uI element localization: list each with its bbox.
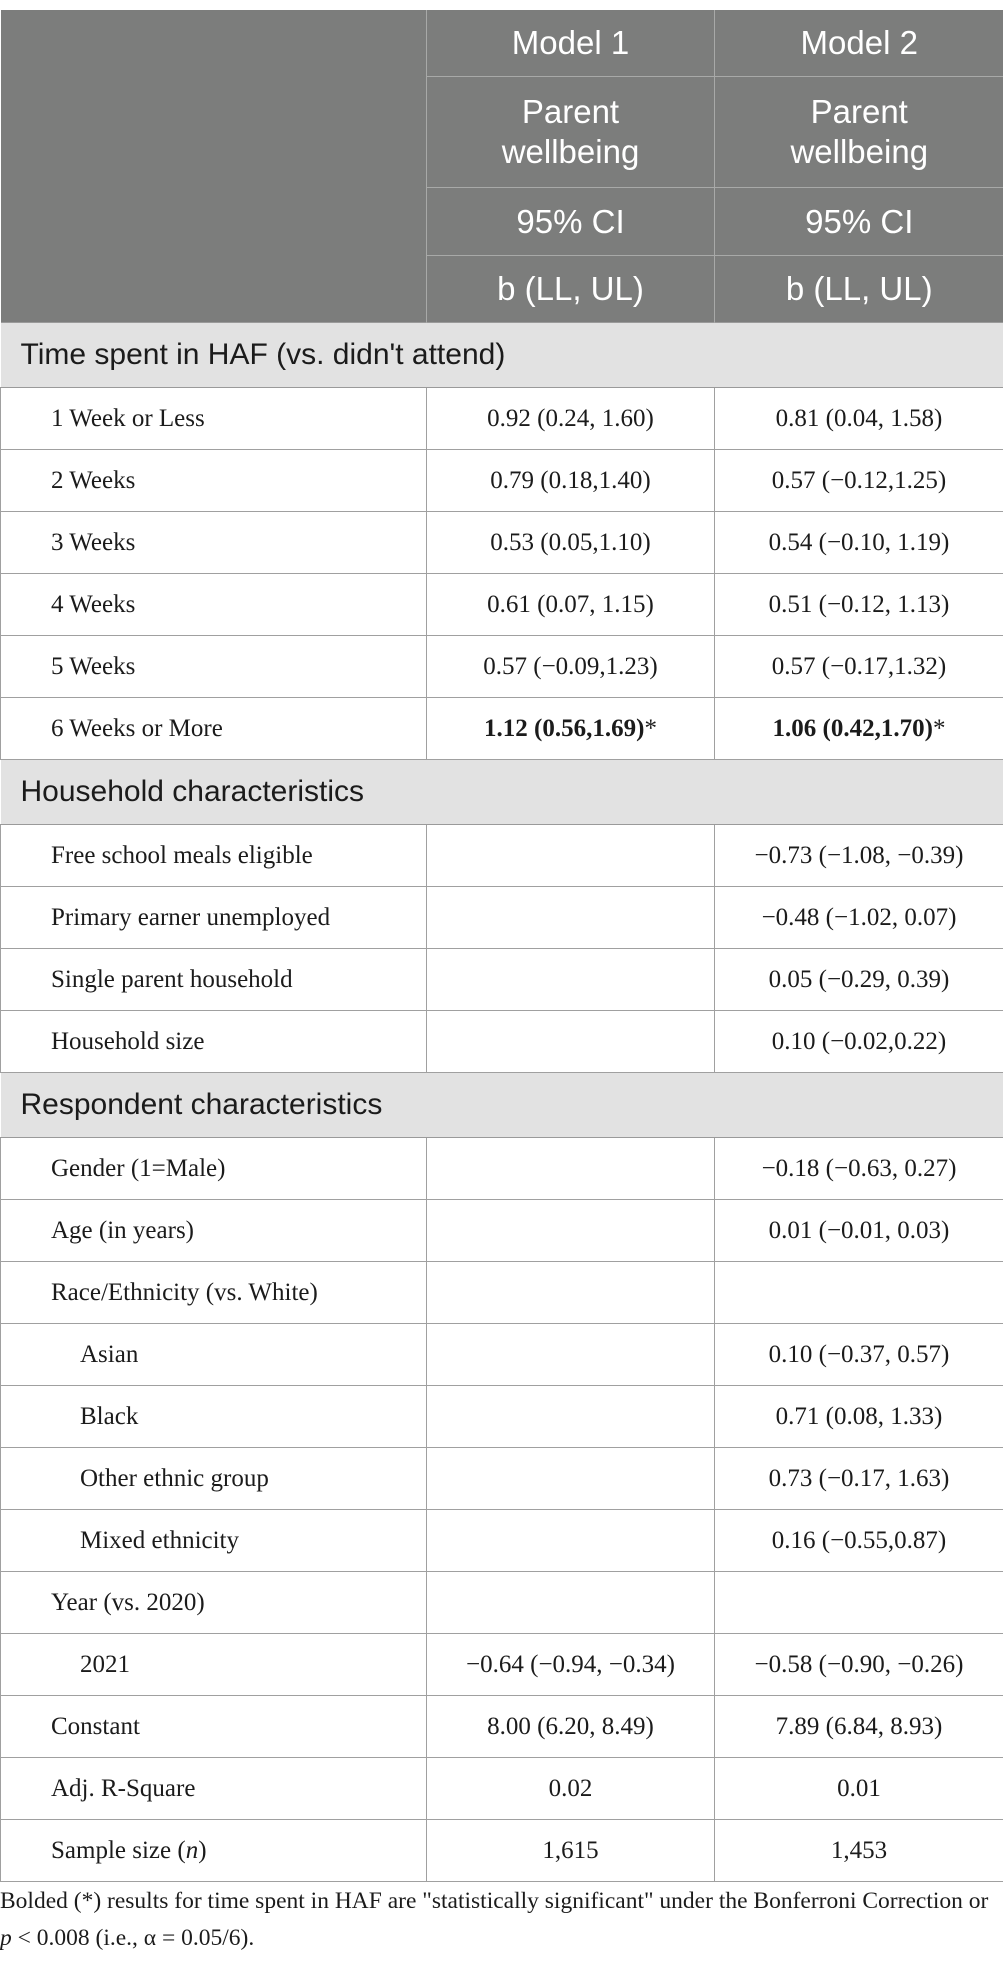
section-household (1, 760, 1003, 825)
value-text: −0.18 (−0.63, 0.27) (761, 1154, 957, 1182)
value-text: 1,615 (542, 1836, 599, 1864)
row-label (1, 450, 427, 512)
table-row (1, 887, 1003, 949)
row-label-tail: ) (198, 1836, 207, 1864)
header-ci-2: 95% CI (715, 188, 1003, 256)
header-outcome-1-text: Parent wellbeing (501, 93, 640, 170)
model-2-value (715, 1572, 1003, 1634)
row-label-text: Age (in years) (51, 1216, 194, 1244)
model-1-value (427, 1138, 715, 1200)
model-1-value (427, 1200, 715, 1262)
row-label-text: Constant (51, 1712, 140, 1740)
model-2-value (715, 1634, 1003, 1696)
model-2-value (715, 1386, 1003, 1448)
table-row (1, 450, 1003, 512)
model-1-value (427, 1011, 715, 1073)
significance-mark: * (644, 714, 657, 742)
model-2-value (715, 698, 1003, 760)
header-outcome-1 (427, 77, 715, 188)
value-text: 0.57 (−0.12,1.25) (771, 466, 947, 494)
table-row (1, 1758, 1003, 1820)
model-1-value (427, 1572, 715, 1634)
model-2-value (715, 1262, 1003, 1324)
value-text: −0.58 (−0.90, −0.26) (754, 1650, 964, 1678)
value-text: 0.61 (0.07, 1.15) (487, 590, 654, 618)
row-label (1, 1820, 427, 1882)
value-text: −0.64 (−0.94, −0.34) (466, 1650, 675, 1678)
model-1-value (427, 1758, 715, 1820)
row-label (1, 1572, 427, 1634)
row-label (1, 1262, 427, 1324)
table-row (1, 1200, 1003, 1262)
model-2-value (715, 636, 1003, 698)
row-label (1, 1448, 427, 1510)
model-2-value (715, 887, 1003, 949)
row-label-text: Asian (80, 1340, 139, 1368)
footnote (0, 1883, 1003, 1957)
row-label-text: 4 Weeks (51, 590, 136, 618)
section-respondent-title: Respondent characteristics (1, 1073, 1003, 1138)
model-1-value (427, 1386, 715, 1448)
value-text: 1,453 (830, 1836, 888, 1864)
section-respondent (1, 1073, 1003, 1138)
model-1-value (427, 1262, 715, 1324)
value-text: 0.73 (−0.17, 1.63) (768, 1464, 950, 1492)
value-text: 0.01 (837, 1774, 881, 1802)
row-label (1, 1758, 427, 1820)
value-text: 7.89 (6.84, 8.93) (775, 1712, 943, 1740)
section-haf (1, 323, 1003, 388)
row-label (1, 1386, 427, 1448)
model-2-value (715, 949, 1003, 1011)
row-label (1, 1138, 427, 1200)
value-text: 0.10 (−0.02,0.22) (771, 1027, 947, 1055)
row-label (1, 574, 427, 636)
header-corner (1, 10, 427, 323)
header-model-2: Model 2 (715, 10, 1003, 77)
model-2-value (715, 1011, 1003, 1073)
row-label (1, 1696, 427, 1758)
row-label (1, 887, 427, 949)
row-label (1, 1510, 427, 1572)
model-1-value (427, 1634, 715, 1696)
value-text: 0.02 (548, 1774, 593, 1802)
model-2-value (715, 1820, 1003, 1882)
footnote-p: p (0, 1925, 12, 1951)
row-label (1, 1324, 427, 1386)
value-text: 0.92 (0.24, 1.60) (487, 404, 654, 432)
row-label-text: Sample size ( (51, 1836, 186, 1864)
table-row (1, 574, 1003, 636)
value-text: 0.81 (0.04, 1.58) (775, 404, 943, 432)
row-label (1, 1200, 427, 1262)
row-label-text: 2021 (80, 1650, 130, 1678)
value-text: 0.10 (−0.37, 0.57) (768, 1340, 950, 1368)
model-1-value (427, 698, 715, 760)
model-1-value (427, 1696, 715, 1758)
model-1-value (427, 388, 715, 450)
model-1-value (427, 450, 715, 512)
header-stat-1: b (LL, UL) (427, 256, 715, 323)
row-label (1, 512, 427, 574)
value-text: 0.79 (0.18,1.40) (490, 466, 651, 494)
row-label-text: Household size (51, 1027, 205, 1055)
row-label-text: 3 Weeks (51, 528, 136, 556)
value-text: −0.48 (−1.02, 0.07) (761, 903, 957, 931)
value-text: 0.51 (−0.12, 1.13) (768, 590, 950, 618)
row-label (1, 825, 427, 887)
row-label-text: Other ethnic group (80, 1464, 269, 1492)
header-ci-1: 95% CI (427, 188, 715, 256)
row-label-text: Black (80, 1402, 139, 1430)
model-1-value (427, 574, 715, 636)
model-2-value (715, 1324, 1003, 1386)
household-rows (1, 825, 1003, 1073)
header-row-model (1, 10, 1003, 77)
model-1-value (427, 1820, 715, 1882)
model-2-value (715, 1510, 1003, 1572)
value-text: 0.54 (−0.10, 1.19) (768, 528, 950, 556)
value-text: 0.57 (−0.17,1.32) (771, 652, 947, 680)
model-1-value (427, 949, 715, 1011)
model-1-value (427, 512, 715, 574)
table-row (1, 1386, 1003, 1448)
value-text: 0.53 (0.05,1.10) (490, 528, 651, 556)
row-label-text: Year (vs. 2020) (51, 1588, 205, 1616)
table-row (1, 512, 1003, 574)
table-row (1, 1138, 1003, 1200)
row-label-text: Mixed ethnicity (80, 1526, 239, 1554)
model-1-value (427, 636, 715, 698)
value-text: 1.06 (0.42,1.70) (772, 714, 933, 742)
model-2-value (715, 388, 1003, 450)
model-1-value (427, 887, 715, 949)
table-row (1, 1572, 1003, 1634)
table-row (1, 1448, 1003, 1510)
row-label-text: 6 Weeks or More (51, 714, 223, 742)
model-2-value (715, 450, 1003, 512)
row-label-text: 2 Weeks (51, 466, 136, 494)
value-text: 0.71 (0.08, 1.33) (775, 1402, 943, 1430)
row-label-italic: n (185, 1836, 199, 1864)
footnote-part2: < 0.008 (i.e., α = 0.05/6). (11, 1925, 255, 1951)
footnote-part1: Bolded (*) results for time spent in HAF are "statistically significant" under the Bonferroni Correction or (0, 1888, 989, 1914)
row-label-text: 5 Weeks (51, 652, 136, 680)
value-text: 0.16 (−0.55,0.87) (771, 1526, 947, 1554)
header-stat-2: b (LL, UL) (715, 256, 1003, 323)
row-label (1, 1011, 427, 1073)
regression-table (0, 10, 1003, 1882)
model-2-value (715, 1448, 1003, 1510)
table-row (1, 1510, 1003, 1572)
table-row (1, 825, 1003, 887)
row-label (1, 1634, 427, 1696)
row-label-text: Adj. R-Square (51, 1774, 196, 1802)
respondent-rows (1, 1138, 1003, 1882)
row-label-text: 1 Week or Less (51, 404, 205, 432)
header-outcome-2 (715, 77, 1003, 188)
table-row (1, 949, 1003, 1011)
section-haf-title: Time spent in HAF (vs. didn't attend) (1, 323, 1003, 388)
value-text: 0.01 (−0.01, 0.03) (768, 1216, 950, 1244)
value-text: 1.12 (0.56,1.69) (484, 714, 645, 742)
row-label (1, 698, 427, 760)
model-2-value (715, 1200, 1003, 1262)
model-1-value (427, 1324, 715, 1386)
model-2-value (715, 1696, 1003, 1758)
table-row (1, 1634, 1003, 1696)
table-row (1, 1262, 1003, 1324)
table-row (1, 388, 1003, 450)
value-text: −0.73 (−1.08, −0.39) (754, 841, 964, 869)
model-2-value (715, 825, 1003, 887)
section-household-title: Household characteristics (1, 760, 1003, 825)
model-1-value (427, 1448, 715, 1510)
header-outcome-2-text: Parent wellbeing (790, 93, 929, 170)
row-label-text: Gender (1=Male) (51, 1154, 226, 1182)
row-label (1, 388, 427, 450)
table-row (1, 636, 1003, 698)
haf-rows (1, 388, 1003, 760)
table-row (1, 1011, 1003, 1073)
header-model-1: Model 1 (427, 10, 715, 77)
value-text: 0.05 (−0.29, 0.39) (768, 965, 950, 993)
table-row (1, 698, 1003, 760)
significance-mark: * (932, 714, 946, 742)
table-row (1, 1820, 1003, 1882)
table-row (1, 1324, 1003, 1386)
regression-table-container (0, 10, 1003, 1882)
row-label (1, 949, 427, 1011)
row-label-text: Free school meals eligible (51, 841, 313, 869)
model-1-value (427, 825, 715, 887)
model-2-value (715, 574, 1003, 636)
model-1-value (427, 1510, 715, 1572)
table-row (1, 1696, 1003, 1758)
row-label-text: Single parent household (51, 965, 293, 993)
row-label (1, 636, 427, 698)
row-label-text: Primary earner unemployed (51, 903, 331, 931)
value-text: 8.00 (6.20, 8.49) (487, 1712, 654, 1740)
row-label-text: Race/Ethnicity (vs. White) (51, 1278, 318, 1306)
value-text: 0.57 (−0.09,1.23) (483, 652, 658, 680)
model-2-value (715, 512, 1003, 574)
model-2-value (715, 1138, 1003, 1200)
model-2-value (715, 1758, 1003, 1820)
